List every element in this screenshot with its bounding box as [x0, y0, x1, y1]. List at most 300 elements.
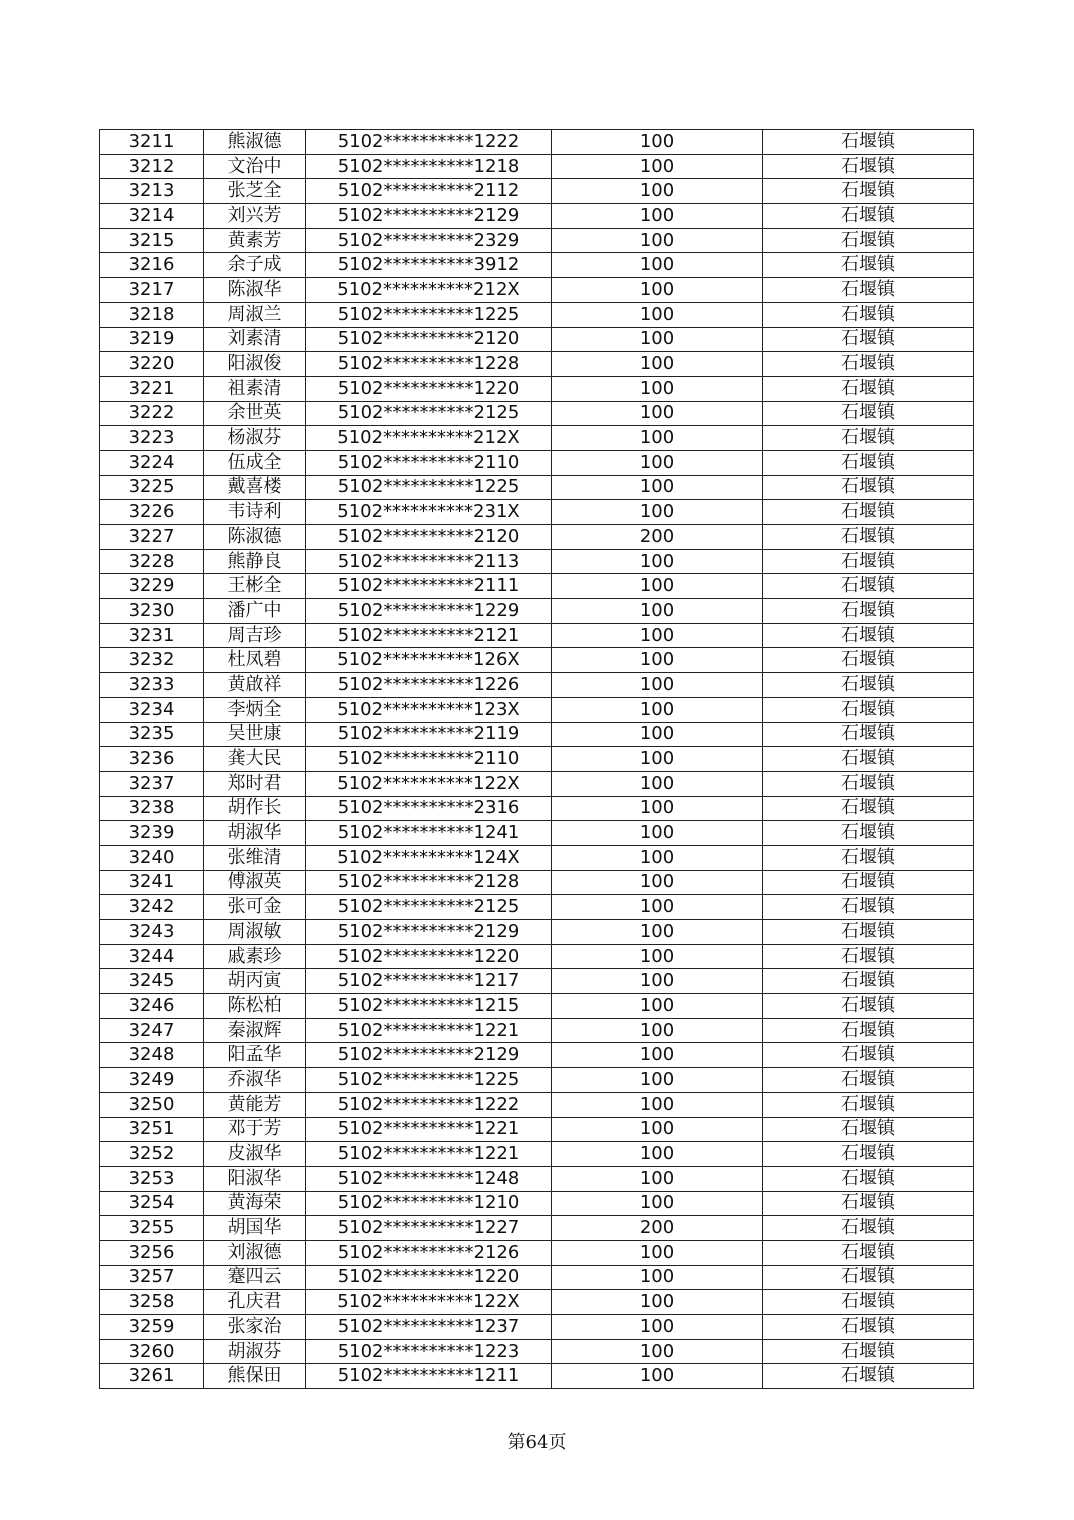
id-number-cell: 5102**********2119 [306, 722, 552, 747]
town-cell: 石堰镇 [763, 796, 974, 821]
amount-cell: 100 [552, 944, 763, 969]
seq-cell: 3246 [100, 994, 204, 1019]
town-cell: 石堰镇 [763, 500, 974, 525]
amount-cell: 100 [552, 673, 763, 698]
town-cell: 石堰镇 [763, 747, 974, 772]
seq-cell: 3230 [100, 599, 204, 624]
id-number-cell: 5102**********1211 [306, 1364, 552, 1389]
table-row [100, 327, 974, 352]
amount-cell: 100 [552, 796, 763, 821]
name-cell: 熊保田 [204, 1364, 306, 1389]
name-cell: 胡国华 [204, 1216, 306, 1241]
town-cell: 石堰镇 [763, 1290, 974, 1315]
seq-cell: 3214 [100, 204, 204, 229]
table-row [100, 1142, 974, 1167]
id-number-cell: 5102**********2128 [306, 870, 552, 895]
table-row [100, 426, 974, 451]
name-cell: 胡淑华 [204, 821, 306, 846]
table-row [100, 204, 974, 229]
seq-cell: 3225 [100, 475, 204, 500]
table-row [100, 1092, 974, 1117]
amount-cell: 100 [552, 599, 763, 624]
seq-cell: 3261 [100, 1364, 204, 1389]
amount-cell: 100 [552, 179, 763, 204]
amount-cell: 100 [552, 1068, 763, 1093]
amount-cell: 100 [552, 920, 763, 945]
amount-cell: 100 [552, 253, 763, 278]
amount-cell: 100 [552, 475, 763, 500]
name-cell: 胡淑芬 [204, 1339, 306, 1364]
seq-cell: 3258 [100, 1290, 204, 1315]
id-number-cell: 5102**********2129 [306, 920, 552, 945]
town-cell: 石堰镇 [763, 1166, 974, 1191]
id-number-cell: 5102**********1225 [306, 1068, 552, 1093]
table-row [100, 450, 974, 475]
table-row [100, 1191, 974, 1216]
amount-cell: 100 [552, 1043, 763, 1068]
id-number-cell: 5102**********1217 [306, 969, 552, 994]
table-row [100, 154, 974, 179]
seq-cell: 3243 [100, 920, 204, 945]
amount-cell: 100 [552, 623, 763, 648]
town-cell: 石堰镇 [763, 845, 974, 870]
amount-cell: 100 [552, 130, 763, 155]
name-cell: 邓于芳 [204, 1117, 306, 1142]
name-cell: 龚大民 [204, 747, 306, 772]
id-number-cell: 5102**********2125 [306, 401, 552, 426]
table-row [100, 697, 974, 722]
town-cell: 石堰镇 [763, 1339, 974, 1364]
seq-cell: 3217 [100, 278, 204, 303]
id-number-cell: 5102**********2126 [306, 1240, 552, 1265]
seq-cell: 3241 [100, 870, 204, 895]
table-row [100, 302, 974, 327]
id-number-cell: 5102**********3912 [306, 253, 552, 278]
table-row [100, 1068, 974, 1093]
table-row [100, 179, 974, 204]
town-cell: 石堰镇 [763, 1191, 974, 1216]
amount-cell: 100 [552, 1265, 763, 1290]
table-row [100, 1043, 974, 1068]
id-number-cell: 5102**********1227 [306, 1216, 552, 1241]
id-number-cell: 5102**********1215 [306, 994, 552, 1019]
id-number-cell: 5102**********1225 [306, 302, 552, 327]
name-cell: 戚素珍 [204, 944, 306, 969]
amount-cell: 100 [552, 204, 763, 229]
seq-cell: 3254 [100, 1191, 204, 1216]
name-cell: 张维清 [204, 845, 306, 870]
seq-cell: 3233 [100, 673, 204, 698]
roster-table [99, 129, 974, 1389]
amount-cell: 100 [552, 376, 763, 401]
id-number-cell: 5102**********1222 [306, 130, 552, 155]
table-row [100, 228, 974, 253]
amount-cell: 100 [552, 549, 763, 574]
amount-cell: 100 [552, 747, 763, 772]
id-number-cell: 5102**********123X [306, 697, 552, 722]
amount-cell: 100 [552, 870, 763, 895]
amount-cell: 100 [552, 845, 763, 870]
amount-cell: 100 [552, 697, 763, 722]
seq-cell: 3223 [100, 426, 204, 451]
name-cell: 黄素芳 [204, 228, 306, 253]
name-cell: 黄啟祥 [204, 673, 306, 698]
amount-cell: 200 [552, 525, 763, 550]
id-number-cell: 5102**********2329 [306, 228, 552, 253]
table-row [100, 845, 974, 870]
town-cell: 石堰镇 [763, 1043, 974, 1068]
amount-cell: 100 [552, 1117, 763, 1142]
town-cell: 石堰镇 [763, 648, 974, 673]
seq-cell: 3224 [100, 450, 204, 475]
id-number-cell: 5102**********2121 [306, 623, 552, 648]
amount-cell: 100 [552, 327, 763, 352]
id-number-cell: 5102**********2111 [306, 574, 552, 599]
seq-cell: 3248 [100, 1043, 204, 1068]
town-cell: 石堰镇 [763, 228, 974, 253]
seq-cell: 3231 [100, 623, 204, 648]
table-row [100, 821, 974, 846]
table-row [100, 130, 974, 155]
seq-cell: 3240 [100, 845, 204, 870]
id-number-cell: 5102**********212X [306, 278, 552, 303]
town-cell: 石堰镇 [763, 821, 974, 846]
town-cell: 石堰镇 [763, 376, 974, 401]
amount-cell: 200 [552, 1216, 763, 1241]
roster-table-body [100, 130, 974, 1389]
id-number-cell: 5102**********1220 [306, 1265, 552, 1290]
seq-cell: 3228 [100, 549, 204, 574]
table-row [100, 525, 974, 550]
amount-cell: 100 [552, 574, 763, 599]
id-number-cell: 5102**********1210 [306, 1191, 552, 1216]
name-cell: 刘兴芳 [204, 204, 306, 229]
id-number-cell: 5102**********2129 [306, 1043, 552, 1068]
table-row [100, 944, 974, 969]
name-cell: 蹇四云 [204, 1265, 306, 1290]
name-cell: 刘淑德 [204, 1240, 306, 1265]
town-cell: 石堰镇 [763, 1117, 974, 1142]
table-row [100, 895, 974, 920]
table-row [100, 1339, 974, 1364]
amount-cell: 100 [552, 1018, 763, 1043]
name-cell: 郑时君 [204, 771, 306, 796]
amount-cell: 100 [552, 994, 763, 1019]
amount-cell: 100 [552, 722, 763, 747]
name-cell: 余世英 [204, 401, 306, 426]
name-cell: 阳淑华 [204, 1166, 306, 1191]
id-number-cell: 5102**********2125 [306, 895, 552, 920]
town-cell: 石堰镇 [763, 870, 974, 895]
name-cell: 刘素清 [204, 327, 306, 352]
seq-cell: 3249 [100, 1068, 204, 1093]
table-row [100, 475, 974, 500]
name-cell: 潘广中 [204, 599, 306, 624]
table-row [100, 1290, 974, 1315]
table-row [100, 1265, 974, 1290]
table-row [100, 1364, 974, 1389]
name-cell: 陈淑华 [204, 278, 306, 303]
seq-cell: 3219 [100, 327, 204, 352]
name-cell: 张可金 [204, 895, 306, 920]
town-cell: 石堰镇 [763, 1216, 974, 1241]
id-number-cell: 5102**********1218 [306, 154, 552, 179]
town-cell: 石堰镇 [763, 895, 974, 920]
id-number-cell: 5102**********1248 [306, 1166, 552, 1191]
id-number-cell: 5102**********1220 [306, 944, 552, 969]
name-cell: 黄海荣 [204, 1191, 306, 1216]
table-row [100, 920, 974, 945]
name-cell: 李炳全 [204, 697, 306, 722]
town-cell: 石堰镇 [763, 154, 974, 179]
id-number-cell: 5102**********1241 [306, 821, 552, 846]
table-row [100, 870, 974, 895]
id-number-cell: 5102**********1222 [306, 1092, 552, 1117]
town-cell: 石堰镇 [763, 920, 974, 945]
id-number-cell: 5102**********1237 [306, 1315, 552, 1340]
name-cell: 孔庆君 [204, 1290, 306, 1315]
id-number-cell: 5102**********2120 [306, 327, 552, 352]
id-number-cell: 5102**********1221 [306, 1018, 552, 1043]
seq-cell: 3213 [100, 179, 204, 204]
table-row [100, 278, 974, 303]
seq-cell: 3218 [100, 302, 204, 327]
id-number-cell: 5102**********2316 [306, 796, 552, 821]
table-row [100, 994, 974, 1019]
table-row [100, 1216, 974, 1241]
seq-cell: 3226 [100, 500, 204, 525]
town-cell: 石堰镇 [763, 1092, 974, 1117]
name-cell: 周淑敏 [204, 920, 306, 945]
seq-cell: 3215 [100, 228, 204, 253]
seq-cell: 3236 [100, 747, 204, 772]
id-number-cell: 5102**********2129 [306, 204, 552, 229]
seq-cell: 3220 [100, 352, 204, 377]
amount-cell: 100 [552, 228, 763, 253]
town-cell: 石堰镇 [763, 253, 974, 278]
seq-cell: 3238 [100, 796, 204, 821]
seq-cell: 3257 [100, 1265, 204, 1290]
name-cell: 周吉珍 [204, 623, 306, 648]
id-number-cell: 5102**********124X [306, 845, 552, 870]
name-cell: 张芝全 [204, 179, 306, 204]
id-number-cell: 5102**********1223 [306, 1339, 552, 1364]
town-cell: 石堰镇 [763, 278, 974, 303]
name-cell: 秦淑辉 [204, 1018, 306, 1043]
town-cell: 石堰镇 [763, 525, 974, 550]
table-row [100, 500, 974, 525]
town-cell: 石堰镇 [763, 1265, 974, 1290]
town-cell: 石堰镇 [763, 352, 974, 377]
seq-cell: 3227 [100, 525, 204, 550]
table-row [100, 574, 974, 599]
name-cell: 皮淑华 [204, 1142, 306, 1167]
seq-cell: 3245 [100, 969, 204, 994]
name-cell: 黄能芳 [204, 1092, 306, 1117]
name-cell: 熊淑德 [204, 130, 306, 155]
name-cell: 陈淑德 [204, 525, 306, 550]
amount-cell: 100 [552, 1240, 763, 1265]
amount-cell: 100 [552, 154, 763, 179]
amount-cell: 100 [552, 821, 763, 846]
table-row [100, 599, 974, 624]
name-cell: 吴世康 [204, 722, 306, 747]
seq-cell: 3255 [100, 1216, 204, 1241]
table-row [100, 648, 974, 673]
seq-cell: 3260 [100, 1339, 204, 1364]
table-row [100, 376, 974, 401]
table-row [100, 352, 974, 377]
amount-cell: 100 [552, 1142, 763, 1167]
town-cell: 石堰镇 [763, 771, 974, 796]
seq-cell: 3259 [100, 1315, 204, 1340]
town-cell: 石堰镇 [763, 179, 974, 204]
amount-cell: 100 [552, 302, 763, 327]
seq-cell: 3244 [100, 944, 204, 969]
seq-cell: 3211 [100, 130, 204, 155]
town-cell: 石堰镇 [763, 697, 974, 722]
seq-cell: 3237 [100, 771, 204, 796]
town-cell: 石堰镇 [763, 623, 974, 648]
seq-cell: 3256 [100, 1240, 204, 1265]
id-number-cell: 5102**********122X [306, 1290, 552, 1315]
name-cell: 戴喜楼 [204, 475, 306, 500]
table-row [100, 549, 974, 574]
seq-cell: 3229 [100, 574, 204, 599]
name-cell: 乔淑华 [204, 1068, 306, 1093]
id-number-cell: 5102**********2120 [306, 525, 552, 550]
name-cell: 祖素清 [204, 376, 306, 401]
amount-cell: 100 [552, 1315, 763, 1340]
town-cell: 石堰镇 [763, 1240, 974, 1265]
amount-cell: 100 [552, 1339, 763, 1364]
seq-cell: 3252 [100, 1142, 204, 1167]
table-row [100, 623, 974, 648]
name-cell: 韦诗利 [204, 500, 306, 525]
name-cell: 傅淑英 [204, 870, 306, 895]
seq-cell: 3242 [100, 895, 204, 920]
name-cell: 胡丙寅 [204, 969, 306, 994]
seq-cell: 3221 [100, 376, 204, 401]
town-cell: 石堰镇 [763, 401, 974, 426]
table-row [100, 969, 974, 994]
seq-cell: 3247 [100, 1018, 204, 1043]
town-cell: 石堰镇 [763, 1315, 974, 1340]
seq-cell: 3232 [100, 648, 204, 673]
amount-cell: 100 [552, 352, 763, 377]
name-cell: 伍成全 [204, 450, 306, 475]
id-number-cell: 5102**********1220 [306, 376, 552, 401]
town-cell: 石堰镇 [763, 673, 974, 698]
town-cell: 石堰镇 [763, 969, 974, 994]
town-cell: 石堰镇 [763, 302, 974, 327]
id-number-cell: 5102**********2110 [306, 747, 552, 772]
name-cell: 文治中 [204, 154, 306, 179]
id-number-cell: 5102**********1226 [306, 673, 552, 698]
id-number-cell: 5102**********2110 [306, 450, 552, 475]
town-cell: 石堰镇 [763, 204, 974, 229]
amount-cell: 100 [552, 500, 763, 525]
id-number-cell: 5102**********1228 [306, 352, 552, 377]
name-cell: 杨淑芬 [204, 426, 306, 451]
amount-cell: 100 [552, 648, 763, 673]
table-row [100, 1166, 974, 1191]
amount-cell: 100 [552, 1166, 763, 1191]
seq-cell: 3212 [100, 154, 204, 179]
table-row [100, 771, 974, 796]
roster-table-container [99, 129, 973, 1389]
amount-cell: 100 [552, 426, 763, 451]
amount-cell: 100 [552, 1191, 763, 1216]
id-number-cell: 5102**********126X [306, 648, 552, 673]
table-row [100, 673, 974, 698]
table-row [100, 401, 974, 426]
seq-cell: 3253 [100, 1166, 204, 1191]
amount-cell: 100 [552, 278, 763, 303]
town-cell: 石堰镇 [763, 599, 974, 624]
table-row [100, 747, 974, 772]
amount-cell: 100 [552, 771, 763, 796]
name-cell: 王彬全 [204, 574, 306, 599]
seq-cell: 3235 [100, 722, 204, 747]
name-cell: 陈松柏 [204, 994, 306, 1019]
amount-cell: 100 [552, 450, 763, 475]
town-cell: 石堰镇 [763, 722, 974, 747]
seq-cell: 3222 [100, 401, 204, 426]
town-cell: 石堰镇 [763, 1142, 974, 1167]
town-cell: 石堰镇 [763, 549, 974, 574]
name-cell: 余子成 [204, 253, 306, 278]
table-row [100, 1240, 974, 1265]
town-cell: 石堰镇 [763, 994, 974, 1019]
town-cell: 石堰镇 [763, 1364, 974, 1389]
table-row [100, 796, 974, 821]
page-number: 第64页 [507, 1432, 567, 1453]
table-row [100, 253, 974, 278]
town-cell: 石堰镇 [763, 426, 974, 451]
amount-cell: 100 [552, 1290, 763, 1315]
name-cell: 阳淑俊 [204, 352, 306, 377]
name-cell: 阳孟华 [204, 1043, 306, 1068]
amount-cell: 100 [552, 895, 763, 920]
amount-cell: 100 [552, 401, 763, 426]
seq-cell: 3239 [100, 821, 204, 846]
name-cell: 胡作长 [204, 796, 306, 821]
town-cell: 石堰镇 [763, 1018, 974, 1043]
amount-cell: 100 [552, 969, 763, 994]
town-cell: 石堰镇 [763, 1068, 974, 1093]
name-cell: 周淑兰 [204, 302, 306, 327]
seq-cell: 3234 [100, 697, 204, 722]
name-cell: 张家治 [204, 1315, 306, 1340]
id-number-cell: 5102**********1221 [306, 1117, 552, 1142]
amount-cell: 100 [552, 1092, 763, 1117]
town-cell: 石堰镇 [763, 475, 974, 500]
seq-cell: 3216 [100, 253, 204, 278]
id-number-cell: 5102**********2113 [306, 549, 552, 574]
town-cell: 石堰镇 [763, 574, 974, 599]
seq-cell: 3251 [100, 1117, 204, 1142]
id-number-cell: 5102**********2112 [306, 179, 552, 204]
id-number-cell: 5102**********1229 [306, 599, 552, 624]
table-row [100, 1018, 974, 1043]
table-row [100, 1315, 974, 1340]
table-row [100, 1117, 974, 1142]
id-number-cell: 5102**********212X [306, 426, 552, 451]
name-cell: 杜凤碧 [204, 648, 306, 673]
name-cell: 熊静良 [204, 549, 306, 574]
seq-cell: 3250 [100, 1092, 204, 1117]
